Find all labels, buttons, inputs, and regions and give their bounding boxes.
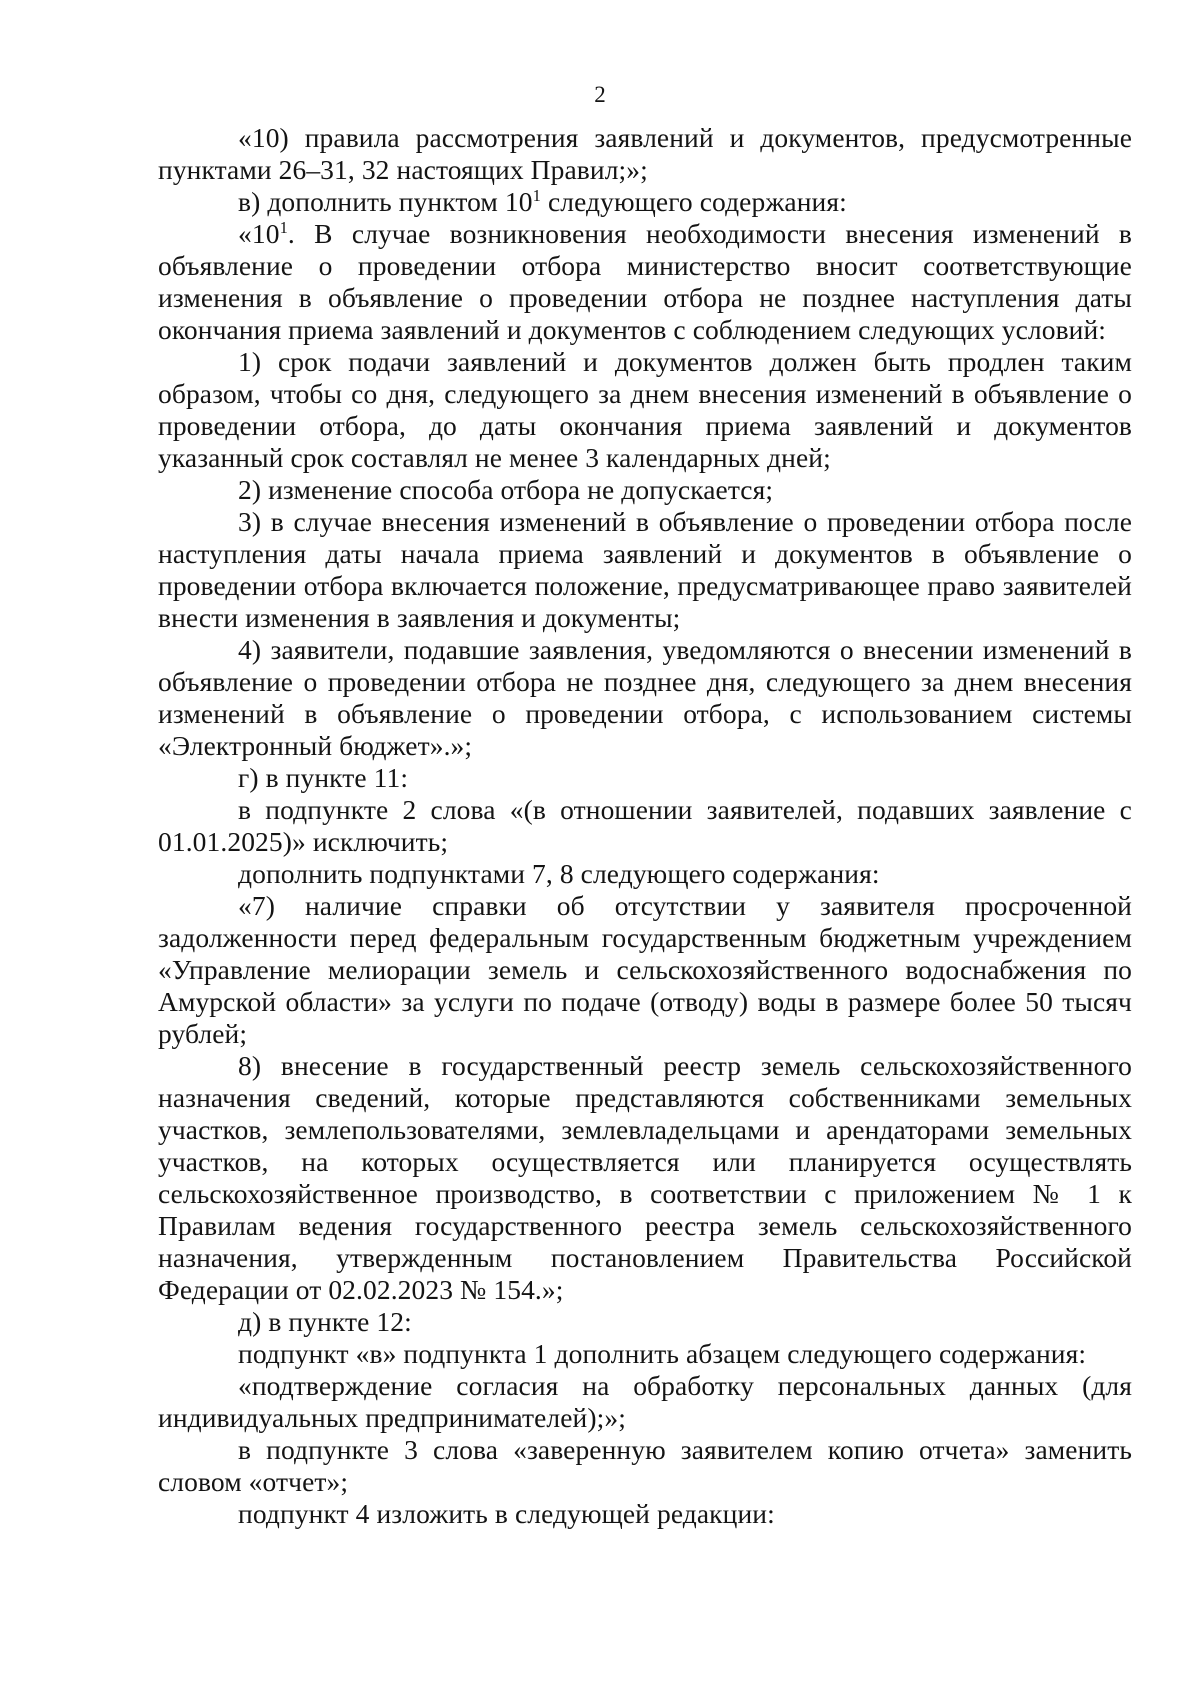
paragraph-condition-2: 2) изменение способа отбора не допускается; — [238, 474, 774, 505]
paragraph-item-10-1-lead: «10 — [238, 218, 280, 249]
paragraph-subitem-v: подпункт «в» подпункта 1 дополнить абзацем следующего содержания: — [238, 1338, 1087, 1369]
paragraph-subitem-2: в подпункте 2 слова «(в отношении заявителей, подавших заявление с 01.01.2025)» исключить; — [158, 794, 1132, 857]
paragraph-add-subitems: дополнить подпунктами 7, 8 следующего содержания: — [238, 858, 880, 889]
paragraph-condition-4: 4) заявители, подавшие заявления, уведомляются о внесении изменений в объявление о проведении отбора не позднее дня, следующего за днем внесения изменений в объявление о проведении отбора, с использованием системы «Электронный бюджет».»; — [158, 634, 1132, 761]
paragraph-item-10-1 — [158, 218, 1132, 346]
paragraph-condition-3: 3) в случае внесения изменений в объявление о проведении отбора после наступления даты начала приема заявлений и документов в объявление о проведении отбора включается положение, предусматривающее право заявителей внести изменения в заявления и документы; — [158, 506, 1132, 633]
document-body — [158, 122, 1132, 1530]
paragraph-subitem-7: «7) наличие справки об отсутствии у заявителя просроченной задолженности перед федеральным государственным бюджетным учреждением «Управление мелиорации земель и сельскохозяйственного водоснабжения по Амурской области» за услуги по подаче (отводу) воды в размере более 50 тысяч рублей; — [158, 890, 1132, 1049]
paragraph-amend-v-text: в) дополнить пунктом 10 — [238, 186, 533, 217]
paragraph-amend-d: д) в пункте 12: — [238, 1306, 412, 1337]
paragraph-consent: «подтверждение согласия на обработку персональных данных (для индивидуальных предпринимателей);»; — [158, 1370, 1132, 1433]
paragraph-amend-v — [158, 186, 1132, 218]
superscript-index: 1 — [279, 217, 288, 237]
paragraph-subitem-3: в подпункте 3 слова «заверенную заявителем копию отчета» заменить словом «отчет»; — [158, 1434, 1132, 1497]
paragraph-amend-v-tail: следующего содержания: — [547, 186, 847, 217]
page-number: 2 — [594, 82, 606, 107]
paragraph-item-10-1-text: . В случае возникновения необходимости внесения изменений в объявление о проведении отбора министерство вносит соответствующие изменения в объявление о проведении отбора не позднее наступления даты окончания приема заявлений и документов с соблюдением следующих условий: — [158, 218, 1132, 345]
paragraph-item-10-rules: «10) правила рассмотрения заявлений и документов, предусмотренные пунктами 26–31, 32 настоящих Правил;»; — [158, 122, 1132, 185]
paragraph-amend-g: г) в пункте 11: — [238, 762, 409, 793]
superscript-index: 1 — [532, 185, 541, 205]
paragraph-condition-1: 1) срок подачи заявлений и документов должен быть продлен таким образом, чтобы со дня, следующего за днем внесения изменений в объявление о проведении отбора, до даты окончания приема заявлений и документов указанный срок составлял не менее 3 календарных дней; — [158, 346, 1132, 473]
paragraph-subitem-4: подпункт 4 изложить в следующей редакции: — [238, 1498, 775, 1529]
paragraph-subitem-8: 8) внесение в государственный реестр земель сельскохозяйственного назначения сведений, которые представляются собственниками земельных участков, землепользователями, землевладельцами и арендаторами земельных участков, на которых осуществляется или планируется осуществлять сельскохозяйственное производство, в соответствии с приложением № 1 к Правилам ведения государственного реестра земель сельскохозяйственного назначения, утвержденным постановлением Правительства Российской Федерации от 02.02.2023 № 154.»; — [158, 1050, 1132, 1305]
